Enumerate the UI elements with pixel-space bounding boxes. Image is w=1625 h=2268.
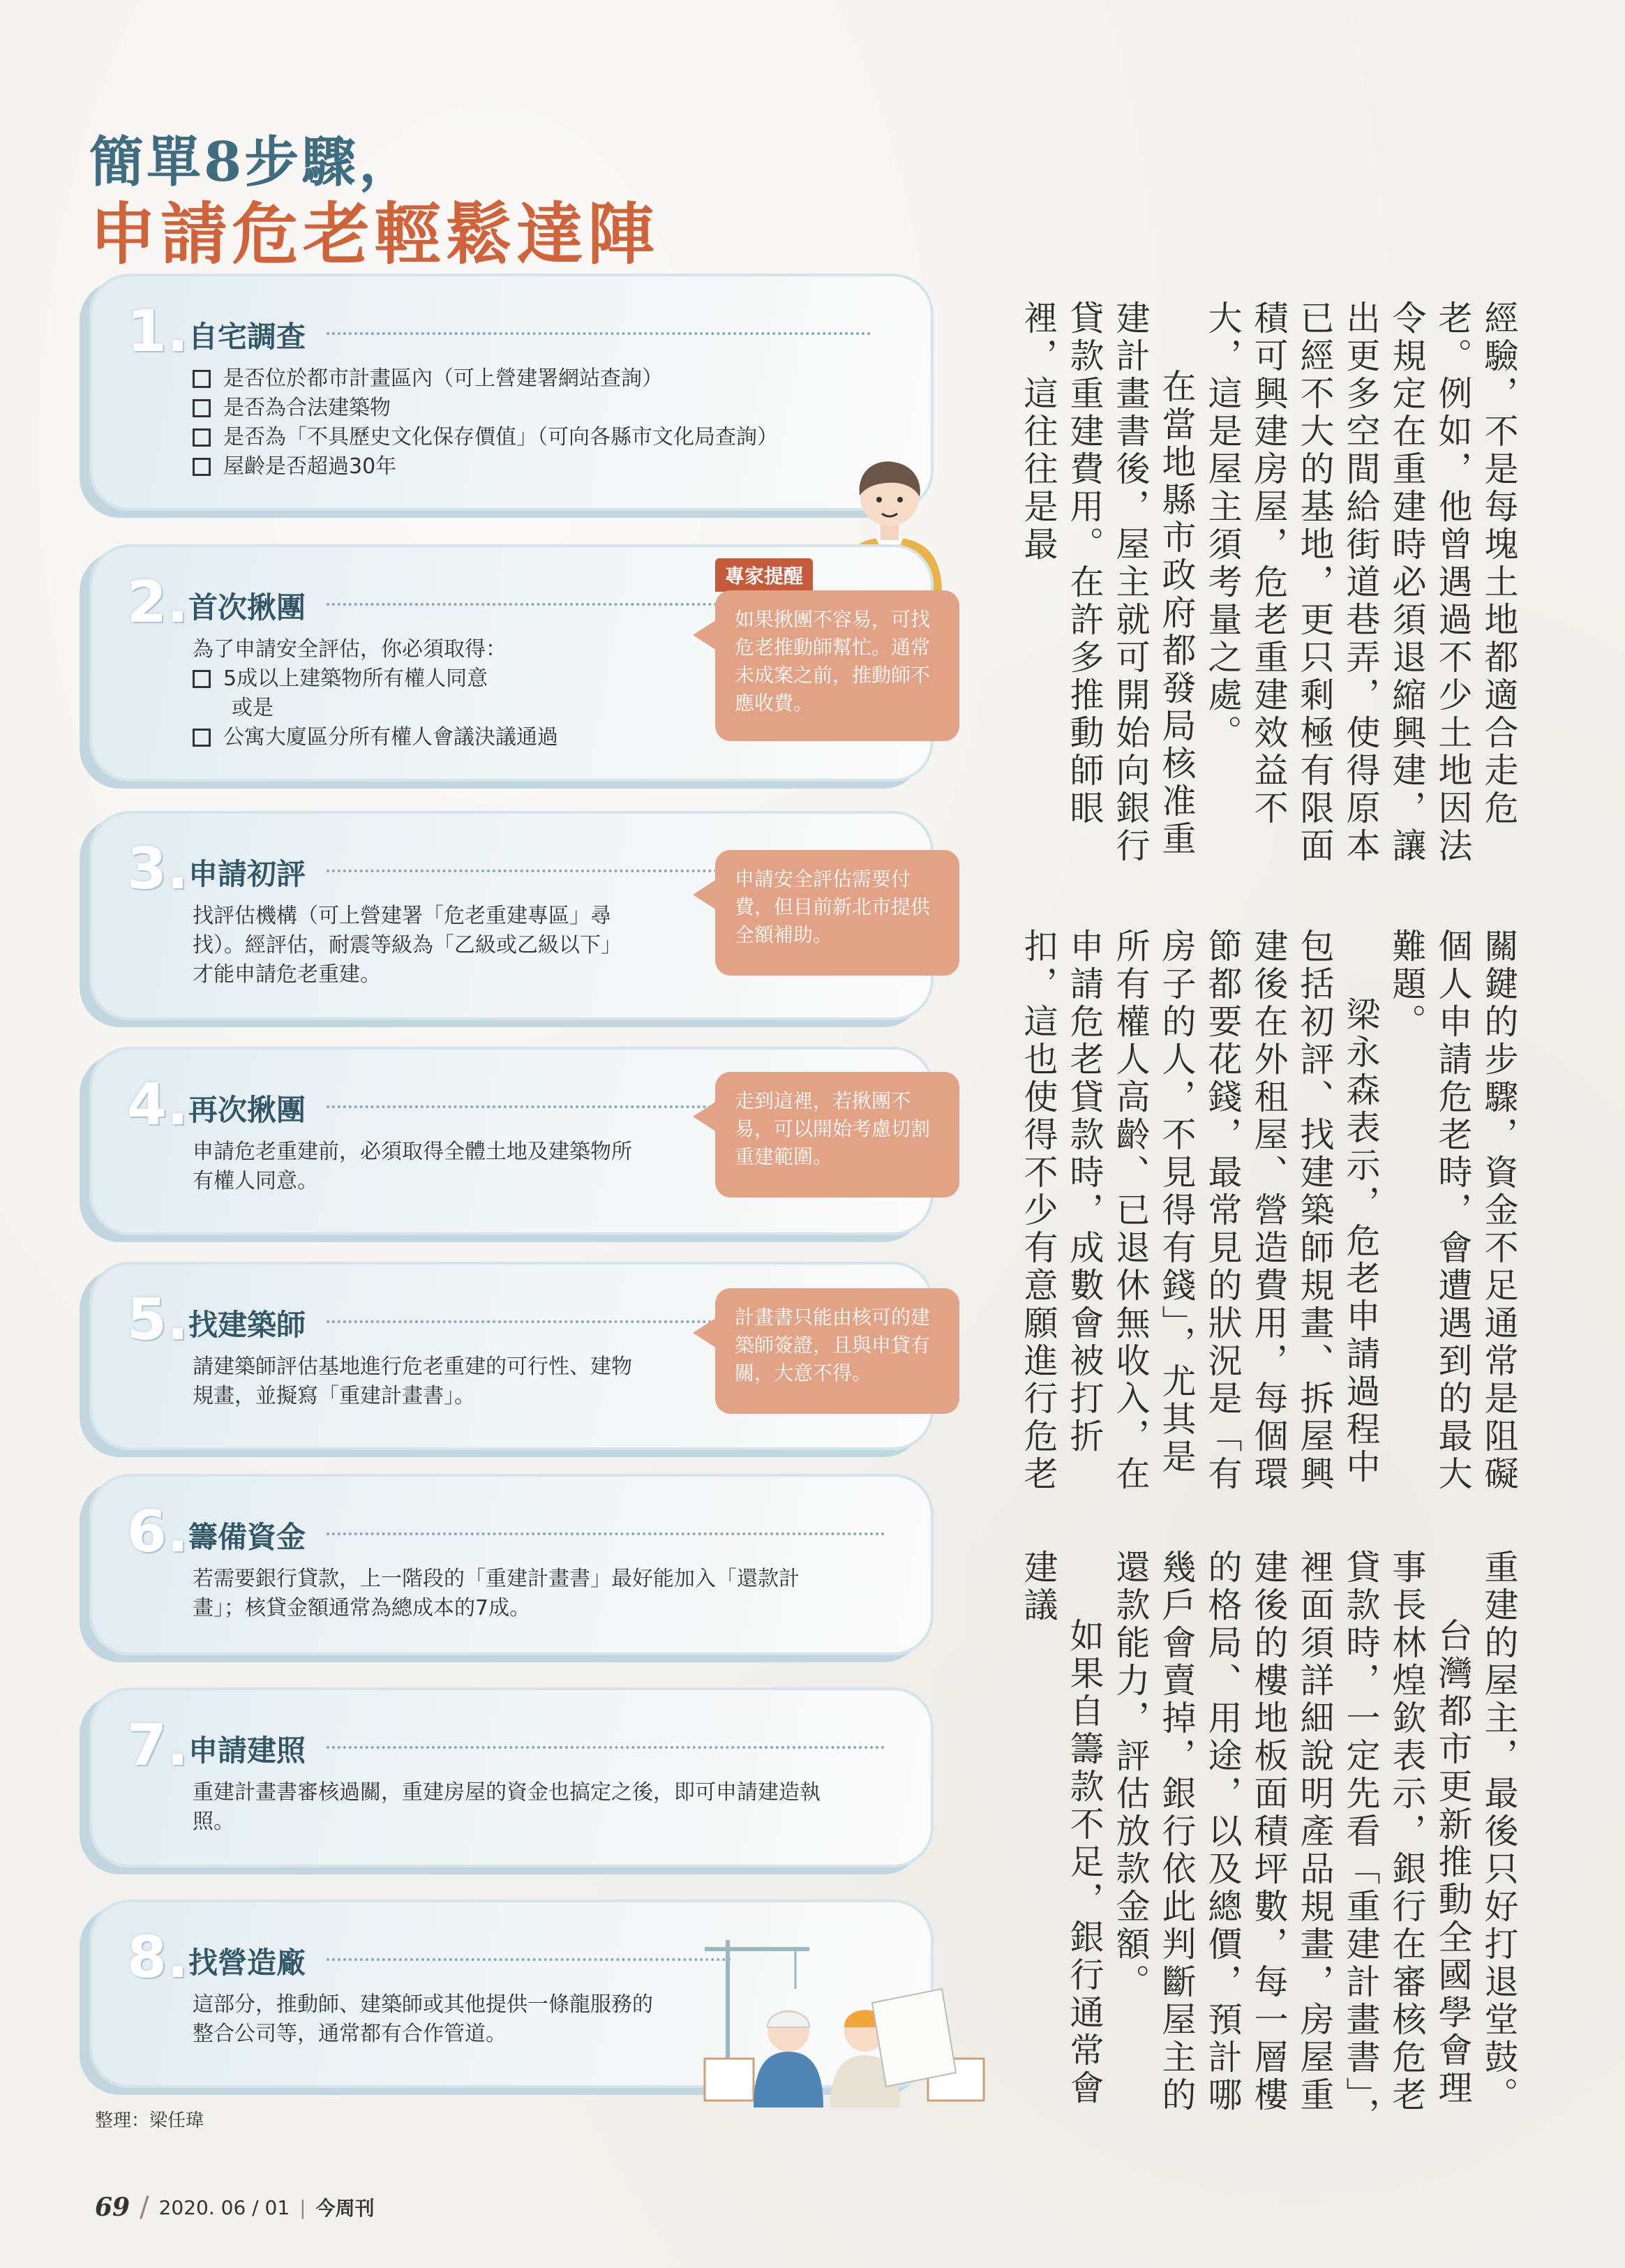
article-paragraph: 梁永森表示，危老申請過程中包括初評、找建築師規畫、拆屋興建後在外租屋、營造費用，每個環節都要花錢，最常見的狀況是「有房子的人，不見得有錢」，尤其是所有權人高齡、已退休無收入，在申請危老貸款時，成數會被打折扣，這也使得不少有意願進行危老 [1019, 928, 1381, 1493]
article-paragraph: 在當地縣市政府都發局核准重建計畫書後，屋主就可開始向銀行貸款重建費用。在許多推動師眼裡，這往往是最 [1019, 300, 1197, 865]
article-paragraph: 重建的屋主，最後只好打退堂鼓。 [1479, 1549, 1519, 2114]
checkbox-icon [193, 399, 211, 417]
step-text: 重建計畫書審核過關，重建房屋的資金也搞定之後，即可申請建造執照。 [193, 1780, 821, 1834]
step-text: 申請危老重建前，必須取得全體土地及建築物所有權人同意。 [193, 1140, 632, 1193]
dotted-rule [327, 603, 717, 606]
dotted-rule [327, 1746, 885, 1749]
footer-divider: | [299, 2195, 306, 2219]
step-text: 請建築師評估基地進行危老重建的可行性、建物規畫，並擬寫「重建計畫書」。 [193, 1355, 632, 1408]
tip-bubble-5: 計畫書只能由核可的建築師簽證，且與申貸有關，大意不得。 [715, 1288, 959, 1414]
step-heading: 再次揪團 [188, 1093, 306, 1127]
step-heading: 首次揪團 [188, 590, 306, 625]
article-column-lower [1019, 1549, 1522, 2142]
dotted-rule [327, 332, 871, 335]
step-heading: 找建築師 [188, 1308, 306, 1342]
step-number: 4. [127, 1072, 189, 1138]
checklist-item: 5成以上建築物所有權人同意 [223, 666, 488, 691]
magazine-name: 今周刊 [315, 2197, 375, 2220]
page-footer [95, 2191, 375, 2223]
step-body [193, 635, 558, 752]
step-card-7 [89, 1687, 934, 1867]
step-number: 6. [127, 1499, 189, 1565]
article-column-upper [1019, 300, 1522, 886]
step-intro: 為了申請安全評估，你必須取得： [193, 637, 507, 662]
step-card-6 [89, 1474, 934, 1655]
page-title-line2: 申請危老輕鬆達陣 [89, 195, 659, 274]
step-card-1 [89, 274, 934, 511]
step-number: 5. [127, 1287, 189, 1353]
dotted-rule [327, 1958, 731, 1961]
checkbox-icon [193, 458, 211, 476]
checklist-item: 屋齡是否超過30年 [223, 454, 397, 479]
page-title-line1: 簡單8步驟， [89, 130, 417, 194]
step-heading: 自宅調查 [188, 320, 306, 354]
dotted-rule [327, 870, 717, 872]
article-paragraph: 經驗，不是每塊土地都適合走危老。例如，他曾遇過不少土地因法令規定在重建時必須退縮興建，讓出更多空間給街道巷弄，使得原本已經不大的基地，更只剩極有限面積可興建房屋，危老重建效益不大，這是屋主須考量之處。 [1203, 300, 1519, 865]
dotted-rule [327, 1105, 717, 1108]
dotted-rule [327, 1320, 717, 1323]
footer-separator: / [140, 2191, 149, 2223]
checkbox-icon [193, 729, 211, 747]
page-number: 69 [95, 2193, 130, 2222]
expert-tip-label: 專家提醒 [715, 558, 813, 592]
step-heading: 申請初評 [188, 857, 306, 891]
checklist-item: 公寓大廈區分所有權人會議決議通過 [223, 725, 558, 749]
checklist-item: 是否為合法建築物 [223, 396, 391, 420]
checkbox-icon [193, 370, 211, 388]
step-number: 8. [127, 1925, 189, 1991]
checkbox-icon [193, 670, 211, 688]
construction-workers-illustration [691, 1926, 998, 2107]
step-number: 3. [127, 836, 189, 902]
step-text: 這部分，推動師、建築師或其他提供一條龍服務的整合公司等，通常都有合作管道。 [193, 1992, 653, 2046]
step-number: 1. [127, 299, 189, 365]
dotted-rule [327, 1532, 885, 1535]
step-heading: 申請建照 [188, 1733, 306, 1768]
step-text: 若需要銀行貸款，上一階段的「重建計畫書」最好能加入「還款計畫」；核貸金額通常為總成本的7成。 [193, 1567, 800, 1620]
or-text: 或是 [232, 696, 274, 720]
checkbox-icon [193, 428, 211, 447]
step-heading: 找營造廠 [188, 1946, 306, 1980]
checklist-item: 是否位於都市計畫區內（可上營建署網站查詢） [223, 366, 663, 391]
step-text: 找評估機構（可上營建署「危老重建專區」尋找）。經評估，耐震等級為「乙級或乙級以下」才能申請危老重建。 [193, 904, 622, 987]
article-paragraph: 如果自籌款不足，銀行通常會建議 [1019, 1549, 1104, 2107]
tip-bubble-3: 申請安全評估需要付費，但目前新北市提供全額補助。 [715, 850, 959, 976]
checklist-item: 是否為「不具歷史文化保存價值」（可向各縣市文化局查詢） [223, 425, 778, 449]
article-paragraph: 關鍵的步驟，資金不足通常是阻礙個人申請危老時，會遭遇到的最大難題。 [1387, 928, 1519, 1493]
step-number: 7. [127, 1713, 189, 1779]
article-column-middle [1019, 928, 1522, 1507]
tip-bubble-4: 走到這裡，若揪團不易，可以開始考慮切割重建範圍。 [715, 1072, 959, 1198]
step-heading: 籌備資金 [188, 1520, 306, 1554]
credit-line: 整理：梁任瑋 [95, 2110, 204, 2131]
tip-bubble-2: 如果揪團不容易，可找危老推動師幫忙。通常未成案之前，推動師不應收費。 [715, 590, 959, 741]
step-checklist [193, 364, 778, 482]
article-paragraph: 台灣都市更新推動全國學會理事長林煌欽表示，銀行在審核危老貸款時，一定先看「重建計畫書」，裡面須詳細說明產品規畫，房屋重建後的樓地板面積坪數，每一層樓的格局、用途，以及總價，預計哪幾戶會賣掉，銀行依此判斷屋主的還款能力，評估放款金額。 [1111, 1549, 1473, 2135]
issue-date: 2020. 06 / 01 [158, 2195, 290, 2219]
step-number: 2. [127, 569, 189, 636]
